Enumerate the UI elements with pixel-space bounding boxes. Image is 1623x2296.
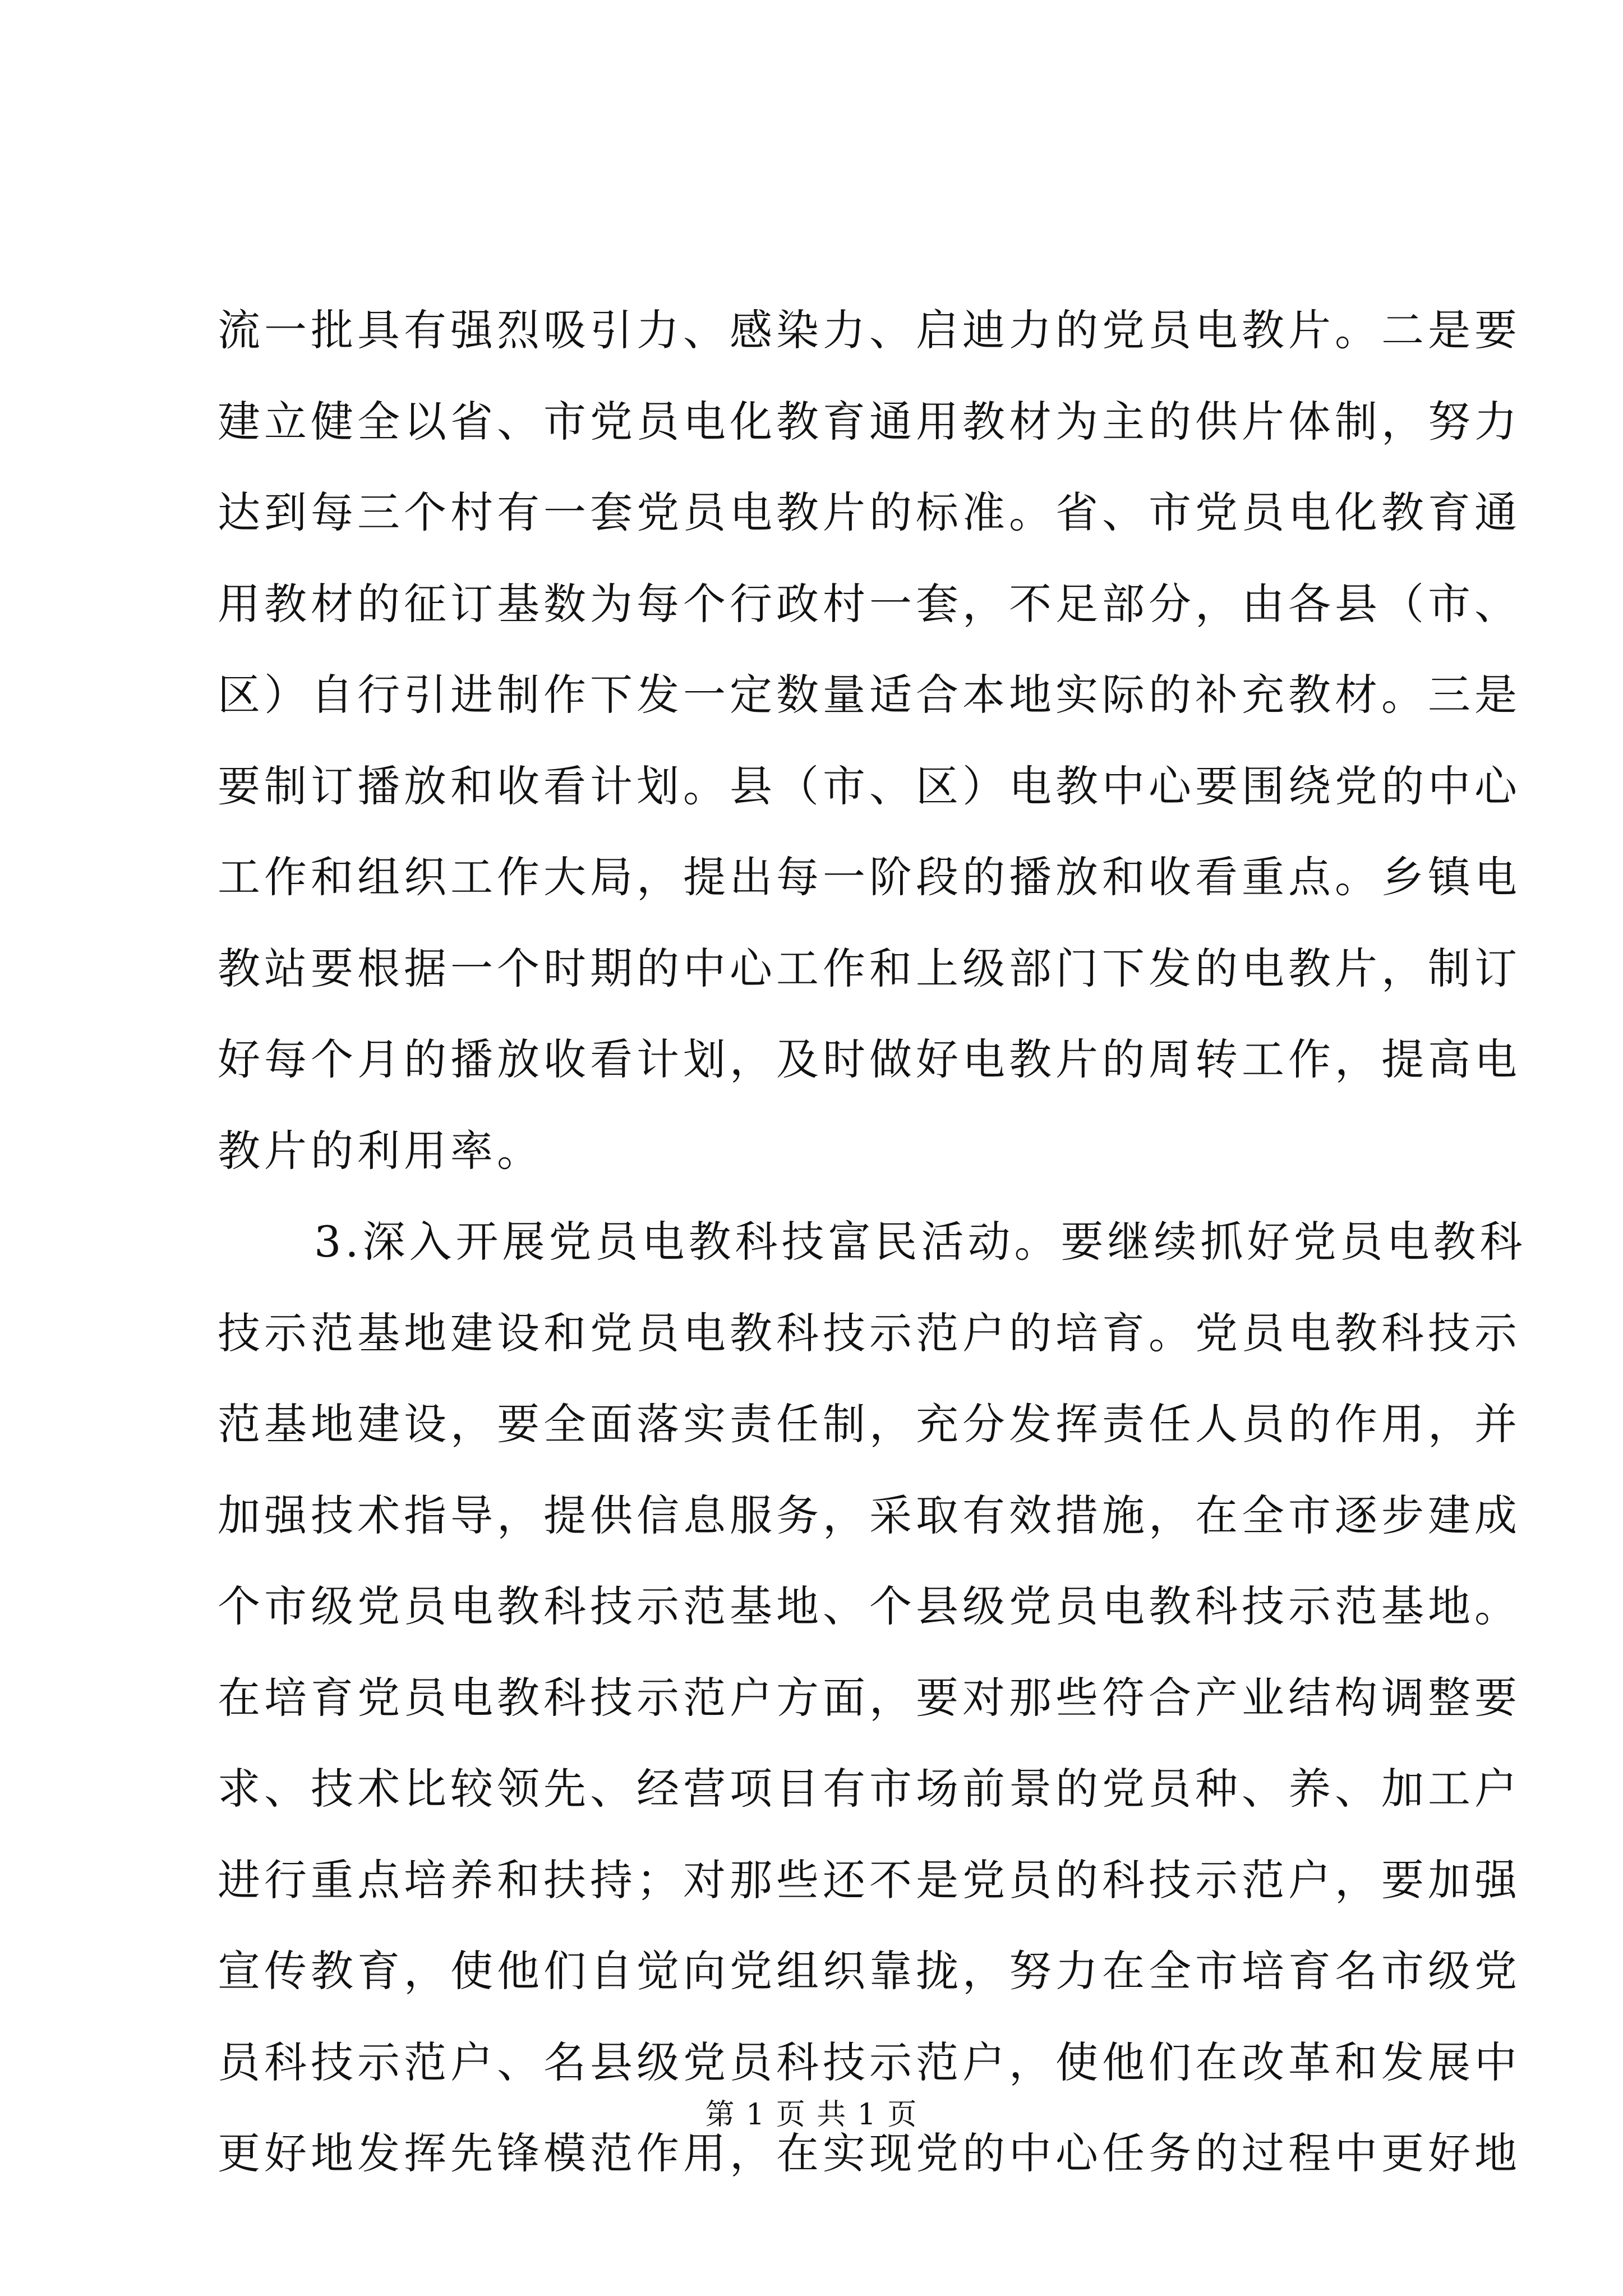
text-line: 范基地建设，要全面落实责任制，充分发挥责任人员的作用，并 (218, 1399, 1521, 1449)
text-line: 区）自行引进制作下发一定数量适合本地实际的补充教材。三是 (218, 670, 1521, 720)
text-line: 教片的利用率。 (218, 1125, 543, 1176)
text-line: 员科技示范户、名县级党员科技示范户，使他们在改革和发展中 (218, 2037, 1521, 2087)
text-line: 要制订播放和收看计划。县（市、区）电教中心要围绕党的中心 (218, 761, 1521, 811)
text-line: 求、技术比较领先、经营项目有市场前景的党员种、养、加工户 (218, 1764, 1521, 1814)
page-footer: 第 1 页 共 1 页 (705, 2098, 918, 2132)
text-line: 工作和组织工作大局，提出每一阶段的播放和收看重点。乡镇电 (218, 852, 1521, 902)
body-text (218, 285, 1527, 2200)
text-line: 达到每三个村有一套党员电教片的标准。省、市党员电化教育通 (218, 487, 1521, 537)
text-line: 流一批具有强烈吸引力、感染力、启迪力的党员电教片。二是要 (218, 305, 1521, 355)
text-line: 进行重点培养和扶持；对那些还不是党员的科技示范户，要加强 (218, 1855, 1521, 1905)
text-line: 好每个月的播放收看计划，及时做好电教片的周转工作，提高电 (218, 1034, 1521, 1084)
paragraph-start-line: 3.深入开展党员电教科技富民活动。要继续抓好党员电教科 (314, 1217, 1527, 1267)
text-line: 技示范基地建设和党员电教科技示范户的培育。党员电教科技示 (218, 1308, 1521, 1358)
text-line: 用教材的征订基数为每个行政村一套，不足部分，由各县（市、 (218, 578, 1521, 629)
text-line: 个市级党员电教科技示范基地、个县级党员电教科技示范基地。 (218, 1581, 1521, 1631)
text-line: 教站要根据一个时期的中心工作和上级部门下发的电教片，制订 (218, 943, 1521, 993)
text-line: 建立健全以省、市党员电化教育通用教材为主的供片体制，努力 (218, 396, 1521, 447)
text-line: 更好地发挥先锋模范作用，在实现党的中心任务的过程中更好地 (218, 2128, 1521, 2178)
text-line: 在培育党员电教科技示范户方面，要对那些符合产业结构调整要 (218, 1672, 1521, 1723)
text-line: 加强技术指导，提供信息服务，采取有效措施，在全市逐步建成 (218, 1490, 1521, 1540)
text-line: 宣传教育，使他们自觉向党组织靠拢，努力在全市培育名市级党 (218, 1946, 1521, 1996)
